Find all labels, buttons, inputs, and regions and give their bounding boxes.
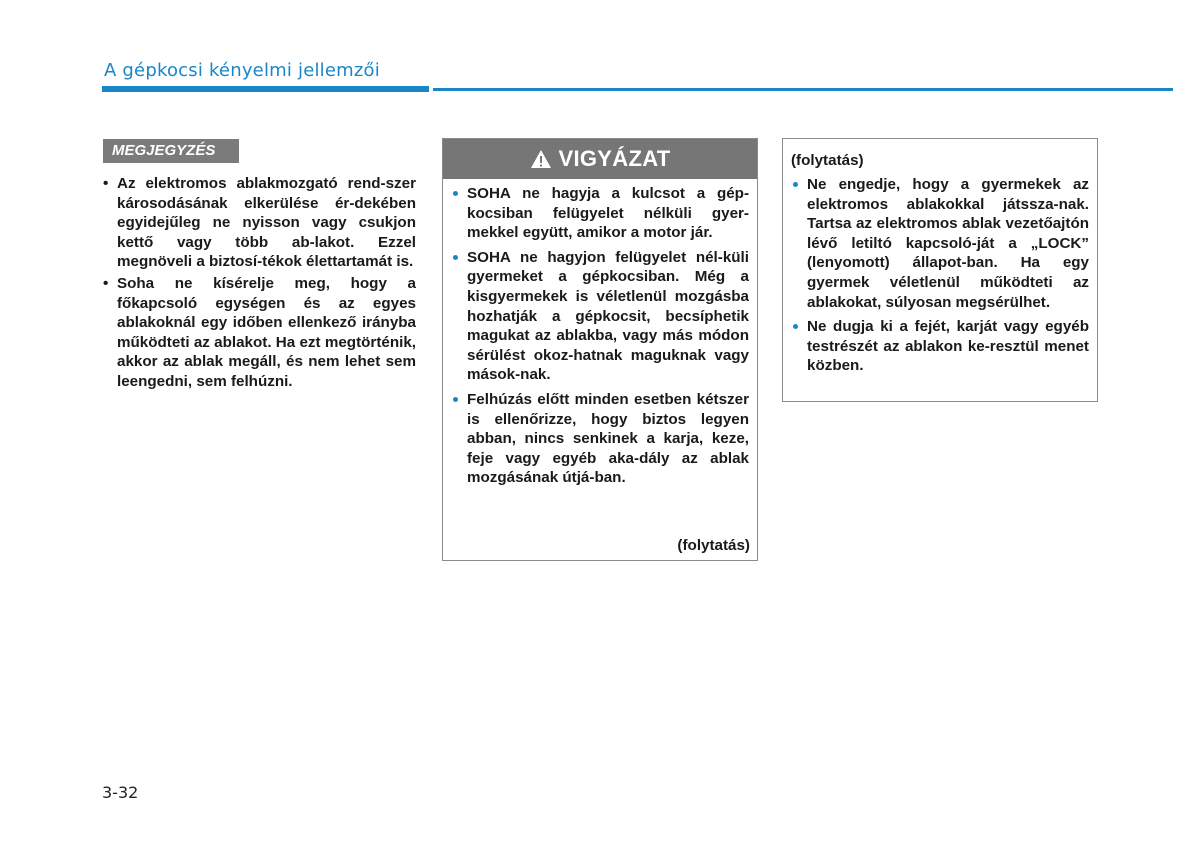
warning-box xyxy=(442,138,758,561)
warning-item: Felhúzás előtt minden esetben kétszer is ellenőrizze, hogy biztos legyen abban, nincs senkinek a karja, keze, feje vagy egyéb aka-dály az ablak mozgásának útjá-ban. xyxy=(444,390,749,488)
continuation-list xyxy=(784,175,1089,381)
warning-item: SOHA ne hagyjon felügyelet nél-küli gyermeket a gépkocsiban. Még a kisgyermekek is véletlenül mozgásba hozhatják a gépkocsit, becsíphetik magukat az ablakba, vagy más módon sérülést okoz-hatnak maguknak vagy mások-nak. xyxy=(444,248,749,385)
page-number: 3-32 xyxy=(102,783,139,802)
note-list xyxy=(103,174,416,392)
continuation-item: Ne dugja ki a fejét, karját vagy egyéb testrészét az ablakon ke-resztül menet közben. xyxy=(784,317,1089,376)
section-title: A gépkocsi kényelmi jellemzői xyxy=(104,60,380,81)
note-item: • Soha ne kísérelje meg, hogy a főkapcsoló egységen és az egyes ablakoknál egy időben ellenkező irányba működteti az ablakot. Ha ezt megtörténik, akkor az ablak megáll, és nem lehet sem leengedni, sem felhúzni. xyxy=(103,274,416,392)
header-rule-right xyxy=(433,88,1173,91)
warning-item: SOHA ne hagyja a kulcsot a gép-kocsiban felügyelet nélküli gyer-mekkel együtt, amikor a motor jár. xyxy=(444,184,749,243)
note-section xyxy=(103,174,416,394)
continuation-label: (folytatás) xyxy=(791,152,864,169)
continuation-box xyxy=(782,138,1098,402)
note-badge: MEGJEGYZÉS xyxy=(103,139,239,163)
continuation-item: Ne engedje, hogy a gyermekek az elektromos ablakokkal játssza-nak. Tartsa az elektromos ablak vezetőajtón lévő letiltó kapcsoló-ját a „LOCK” (lenyomott) állapot-ban. Ha egy gyermek véletlenül működteti az ablakokat, súlyosan megsérülhet. xyxy=(784,175,1089,312)
warning-list xyxy=(444,184,749,493)
warning-triangle-icon xyxy=(530,149,552,169)
warning-title: VIGYÁZAT xyxy=(558,146,671,172)
header-rule-left xyxy=(102,86,429,92)
continued-label: (folytatás) xyxy=(677,537,750,555)
note-item: • Az elektromos ablakmozgató rend-szer károsodásának elkerülése ér-dekében egyidejűleg ne nyisson vagy csukjon kettő vagy több ab-lakot. Ezzel megnöveli a biztosí-tékok élettartamát is. xyxy=(103,174,416,272)
warning-header xyxy=(443,139,757,179)
